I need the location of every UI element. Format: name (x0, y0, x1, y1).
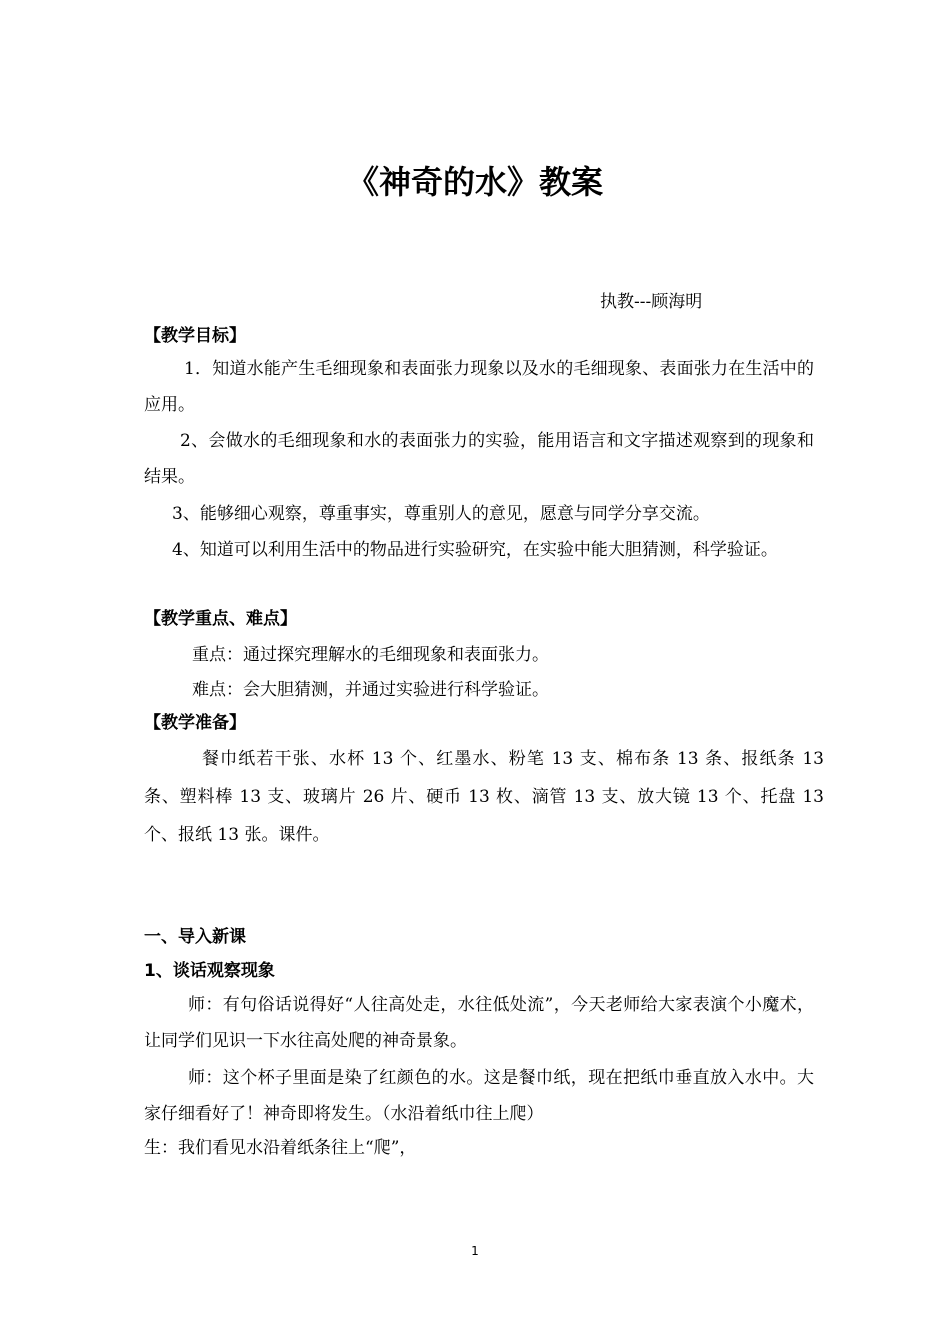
author-line: 执教---顾海明 (600, 292, 703, 312)
objective-item-2: 2、会做水的毛细现象和水的表面张力的实验，能用语言和文字描述观察到的现象和结果。 (144, 431, 814, 487)
lesson-subheading: 1、谈话观察现象 (144, 961, 275, 981)
preparation-heading: 【教学准备】 (144, 713, 246, 733)
objective-item-1: 1．知道水能产生毛细现象和表面张力现象以及水的毛细现象、表面张力在生活中的应用。 (144, 359, 814, 415)
document-title: 《神奇的水》教案 (346, 163, 603, 201)
objective-item-3: 3、能够细心观察，尊重事实，尊重别人的意见，愿意与同学分享交流。 (172, 504, 710, 524)
preparation-text: 餐巾纸若干张、水杯 13 个、红墨水、粉笔 13 支、棉布条 13 条、报纸条 13 条、塑料棒 13 支、玻璃片 26 片、硬币 13 枚、滴管 13 支、放大镜 13 个、托盘 13 个、报纸 13 张。课件。 (144, 749, 824, 845)
student-dialogue-1: 生：我们看见水沿着纸条往上“爬”， (144, 1138, 417, 1158)
objectives-heading: 【教学目标】 (144, 326, 246, 346)
key-point-text: 重点：通过探究理解水的毛细现象和表面张力。 (192, 645, 549, 665)
teacher-dialogue-2: 师：这个杯子里面是染了红颜色的水。这是餐巾纸，现在把纸巾垂直放入水中。大家仔细看好了！神奇即将发生。（水沿着纸巾往上爬） (144, 1068, 814, 1124)
key-points-heading: 【教学重点、难点】 (144, 609, 297, 629)
page-number: 1 (471, 1244, 479, 1258)
teacher-dialogue-1: 师：有句俗话说得好“人往高处走，水往低处流”，今天老师给大家表演个小魔术，让同学们见识一下水往高处爬的神奇景象。 (144, 995, 814, 1051)
objective-item-4: 4、知道可以利用生活中的物品进行实验研究，在实验中能大胆猜测，科学验证。 (172, 540, 778, 560)
lesson-heading: 一、导入新课 (144, 927, 246, 947)
difficult-point-text: 难点：会大胆猜测，并通过实验进行科学验证。 (192, 680, 549, 700)
